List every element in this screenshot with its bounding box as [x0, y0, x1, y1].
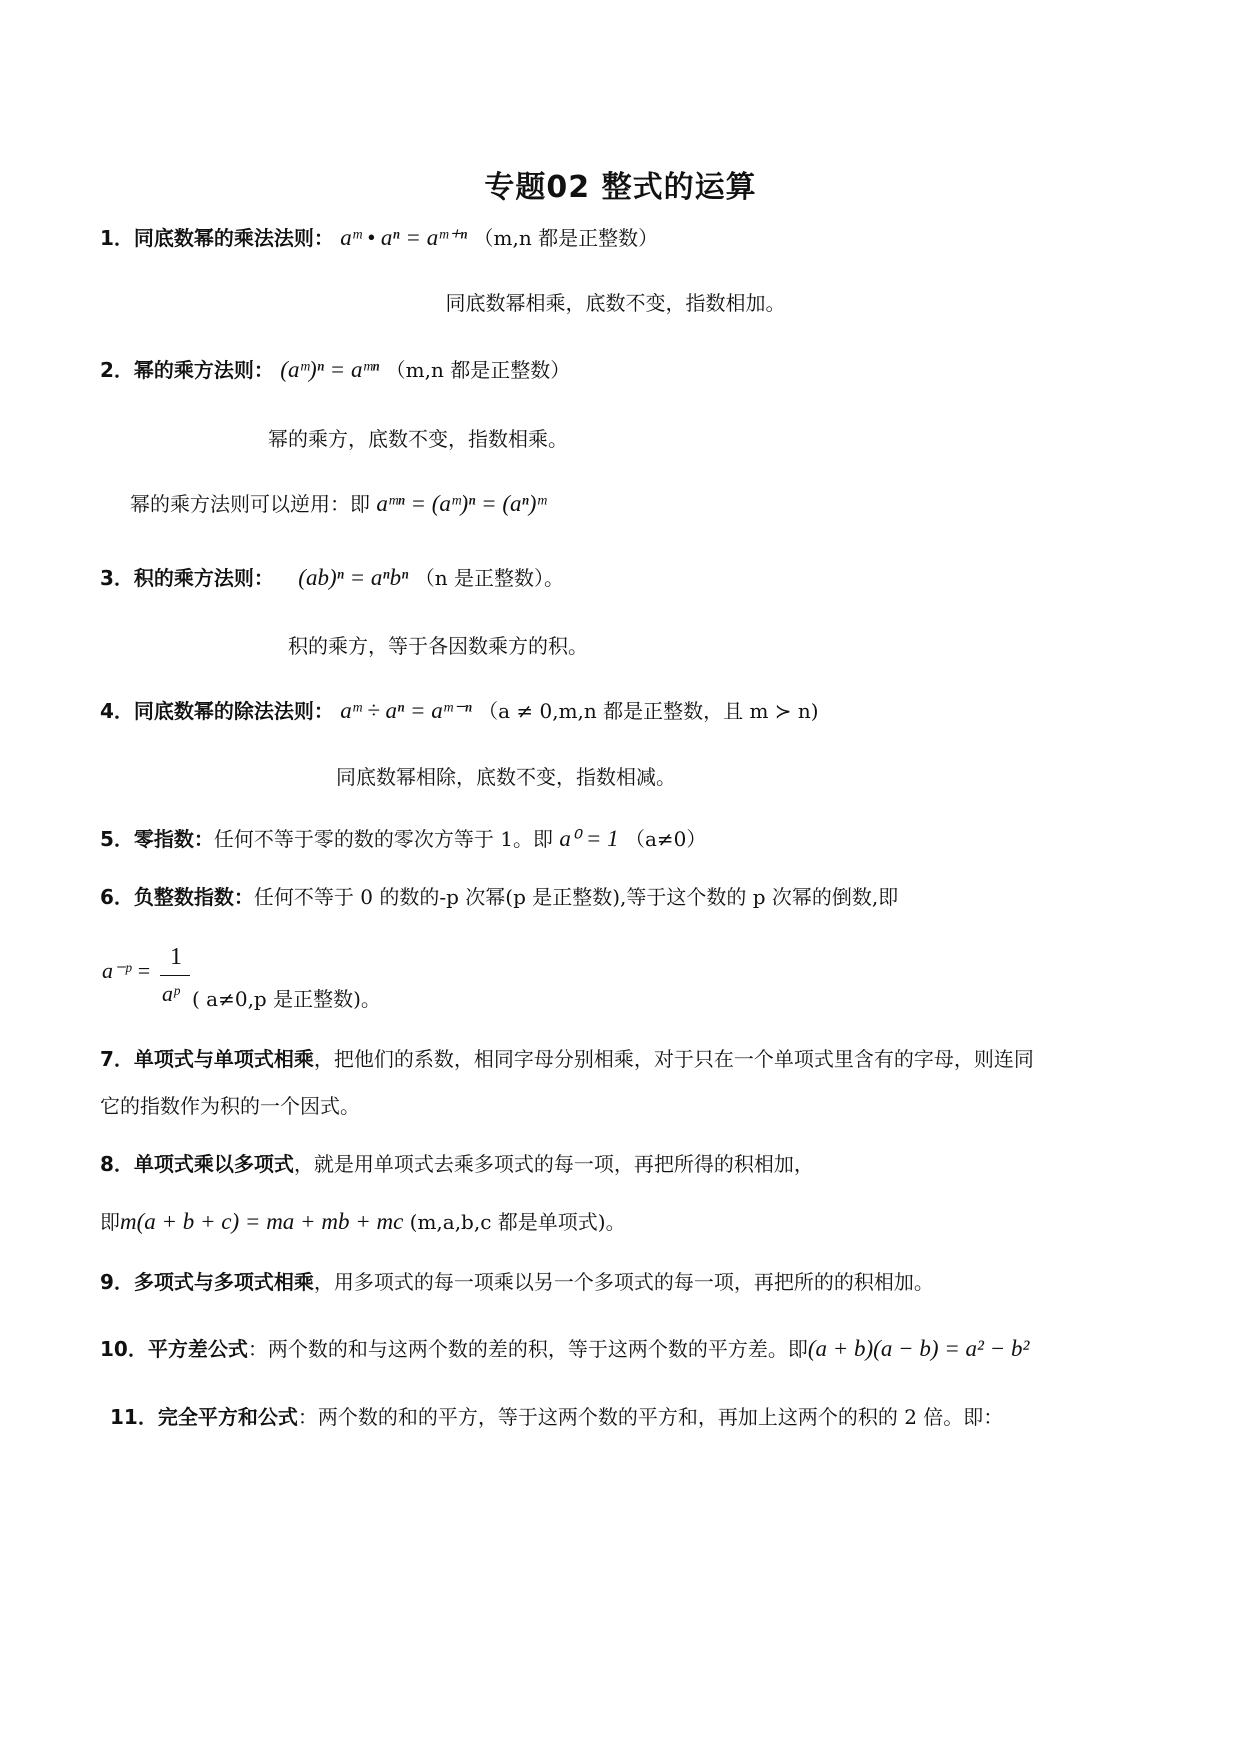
rule-heading: 单项式与单项式相乘 — [133, 1047, 314, 1071]
formula: aᵐ • aⁿ = aᵐ⁺ⁿ — [340, 225, 468, 250]
formula: aᵐⁿ = (aᵐ)ⁿ = (aⁿ)ᵐ — [376, 491, 547, 516]
rule-number: 7． — [100, 1047, 134, 1071]
rule-heading: 同底数幂的乘法法则： — [133, 226, 334, 250]
rule-2-explanation: 幂的乘方，底数不变，指数相乘。 — [268, 427, 568, 451]
rule-note: （m,n 都是正整数） — [385, 358, 571, 382]
rule-number: 6． — [100, 885, 134, 909]
rule-note: （a ≠ 0,m,n 都是正整数，且 m ≻ n) — [478, 699, 819, 723]
rule-1-explanation: 同底数幂相乘，底数不变，指数相加。 — [445, 291, 786, 315]
rule-3-explanation: 积的乘方，等于各因数乘方的积。 — [288, 634, 588, 658]
text: 任何不等于零的数的零次方等于 1。即 — [213, 827, 554, 851]
rule-heading: 积的乘方法则： — [133, 566, 274, 590]
formula: (a + b)(a − b) = a² − b² — [807, 1336, 1030, 1361]
formula: m(a + b + c) = ma + mb + mc — [120, 1209, 404, 1234]
rule-5-line — [100, 825, 706, 853]
rule-number: 8． — [100, 1152, 134, 1176]
rule-number: 4． — [100, 699, 134, 723]
rule-4-explanation: 同底数幂相除，底数不变，指数相减。 — [336, 765, 676, 789]
rule-heading: 负整数指数： — [133, 885, 254, 909]
rule-heading: 完全平方和公式 — [157, 1405, 298, 1429]
formula: aᵐ ÷ aⁿ = aᵐ⁻ⁿ — [340, 698, 472, 723]
rule-heading: 同底数幂的除法法则： — [133, 699, 334, 723]
page-title: 专题02 整式的运算 — [484, 170, 757, 205]
text: 即 — [100, 1210, 120, 1234]
rule-number: 9． — [100, 1270, 134, 1294]
rule-note: （n 是正整数）。 — [414, 566, 564, 590]
text: ，用多项式的每一项乘以另一个多项式的每一项，再把所的的积相加。 — [313, 1270, 934, 1294]
rule-number: 2． — [100, 358, 134, 382]
rule-note: （a≠0） — [624, 827, 707, 851]
text: 任何不等于 0 的数的-p 次幂(p 是正整数),等于这个数的 p 次幂的倒数,即 — [253, 885, 899, 909]
rule-2-inverse — [130, 490, 546, 518]
text: 幂的乘方法则可以逆用：即 — [130, 492, 370, 516]
rule-heading: 平方差公式 — [147, 1337, 248, 1361]
rule-heading: 幂的乘方法则： — [133, 358, 274, 382]
rule-number: 5． — [100, 827, 134, 851]
formula: a⁻ᵖ = — [102, 958, 152, 983]
rule-number: 3． — [100, 566, 134, 590]
text: ，就是用单项式去乘多项式的每一项，再把所得的积相加， — [293, 1152, 814, 1176]
text: ，把他们的系数，相同字母分别相乘，对于只在一个单项式里含有的字母，则连同 — [313, 1047, 1034, 1071]
rule-3-line — [100, 564, 564, 592]
rule-1-line — [100, 224, 658, 252]
rule-7-line — [100, 1045, 1034, 1073]
formula: a⁰ = 1 — [559, 826, 619, 851]
rule-8-formula-line — [100, 1208, 626, 1236]
rule-note: ( a≠0,p 是正整数)。 — [192, 987, 381, 1011]
rule-note: （m,n 都是正整数） — [473, 226, 659, 250]
rule-heading: 单项式乘以多项式 — [133, 1152, 294, 1176]
rule-10-line — [100, 1335, 1029, 1363]
rule-heading: 多项式与多项式相乘 — [133, 1270, 314, 1294]
rule-8-line — [100, 1150, 814, 1178]
text: ：两个数的和的平方，等于这两个数的平方和，再加上这两个的积的 2 倍。即： — [297, 1405, 1004, 1429]
rule-4-line — [100, 697, 819, 725]
fraction-denominator: aᵖ — [162, 981, 180, 1006]
rule-6-line — [100, 883, 898, 911]
text: ：两个数的和与这两个数的差的积，等于这两个数的平方差。即 — [247, 1337, 808, 1361]
fraction-numerator: 1 — [170, 944, 182, 970]
rule-number: 11． — [110, 1405, 158, 1429]
rule-9-line — [100, 1268, 934, 1296]
rule-note: (m,a,b,c 都是单项式)。 — [409, 1210, 626, 1234]
rule-2-line — [100, 356, 570, 384]
rule-number: 1． — [100, 226, 134, 250]
formula: (aᵐ)ⁿ = aᵐⁿ — [280, 357, 380, 382]
formula: (ab)ⁿ = aⁿbⁿ — [298, 565, 409, 590]
rule-heading: 零指数： — [133, 827, 214, 851]
rule-number: 10． — [100, 1337, 148, 1361]
rule-11-line — [110, 1403, 1003, 1431]
rule-7-continuation: 它的指数作为积的一个因式。 — [100, 1094, 360, 1118]
fraction-bar — [160, 975, 190, 976]
